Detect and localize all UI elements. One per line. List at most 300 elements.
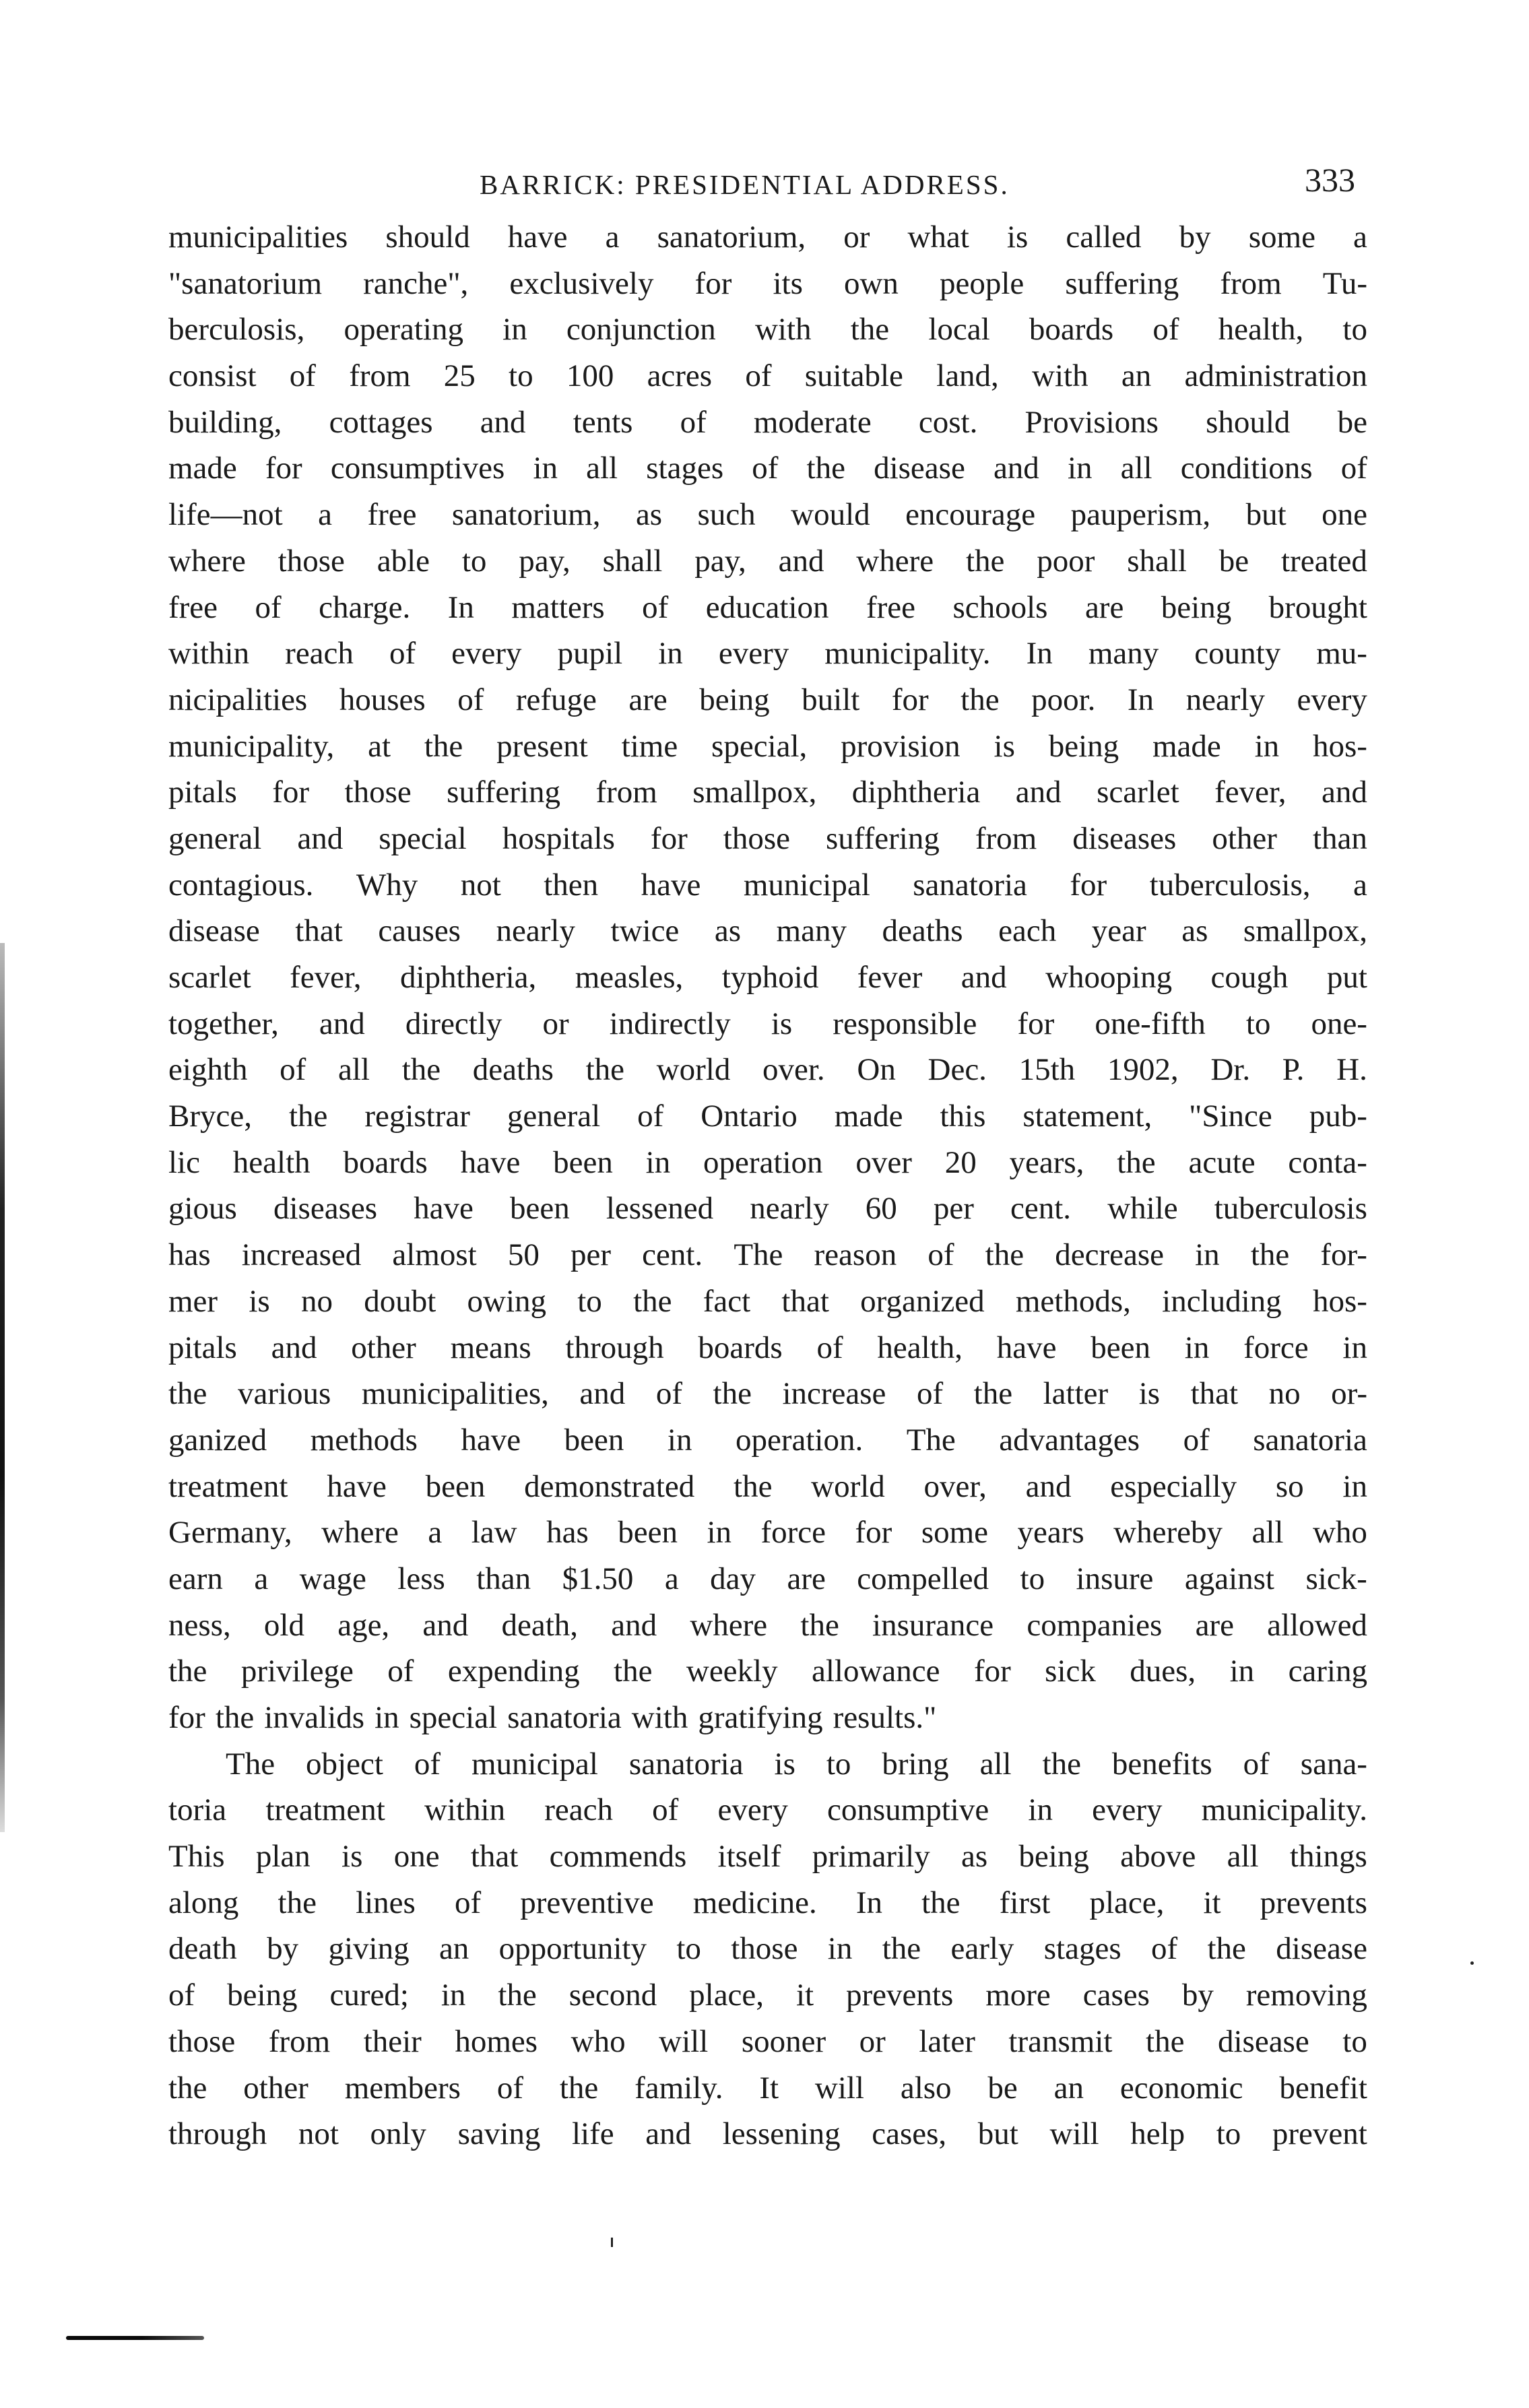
- word: deaths: [882, 913, 963, 949]
- word: weekly: [686, 1654, 778, 1689]
- word: 20: [944, 1144, 977, 1180]
- word: members: [344, 2070, 461, 2106]
- word: dues,: [1130, 1654, 1196, 1689]
- word: and: [422, 1607, 469, 1643]
- word: especially: [1110, 1468, 1237, 1504]
- text-line: [168, 1047, 1367, 1093]
- word: in: [1254, 728, 1280, 764]
- text-line: [168, 1140, 1367, 1186]
- word: things: [1289, 1839, 1367, 1875]
- word: a: [1353, 867, 1367, 903]
- word: who: [1312, 1515, 1367, 1551]
- word: a: [1353, 220, 1367, 255]
- word: means: [450, 1330, 531, 1365]
- word: the: [1042, 1746, 1081, 1782]
- word: some: [921, 1515, 989, 1551]
- word: all: [586, 451, 618, 486]
- word: other: [243, 2070, 308, 2106]
- word: world: [656, 1052, 731, 1088]
- word: later: [919, 2023, 975, 2059]
- word: been: [618, 1515, 678, 1551]
- word: or: [859, 2023, 886, 2059]
- word: opportunity: [498, 1931, 647, 1967]
- word: in: [1184, 1330, 1210, 1365]
- word: the: [1207, 1931, 1246, 1967]
- text-line: [168, 816, 1367, 862]
- word: help: [1130, 2116, 1185, 2152]
- word: disease: [1276, 1931, 1367, 1967]
- word: each: [998, 913, 1057, 949]
- word: sanatoria: [1253, 1422, 1367, 1458]
- text-line: [168, 261, 1367, 307]
- word: for: [265, 451, 302, 486]
- word: one: [393, 1839, 440, 1875]
- word: in: [667, 1422, 692, 1458]
- word: to: [676, 1931, 701, 1967]
- word: methods: [310, 1422, 418, 1458]
- word: economic: [1119, 2070, 1243, 2106]
- word: over: [855, 1144, 912, 1180]
- word: of: [928, 1237, 954, 1273]
- word: as: [1181, 913, 1208, 949]
- word: general: [168, 820, 262, 856]
- word: gious: [168, 1191, 237, 1227]
- word: Bryce,: [168, 1099, 252, 1134]
- word: 15th: [1018, 1052, 1076, 1088]
- word: of: [414, 1746, 441, 1782]
- word: Dr.: [1210, 1052, 1251, 1088]
- word: "sanatorium: [168, 265, 323, 301]
- word: not: [298, 2116, 339, 2152]
- word: to: [1245, 1006, 1271, 1041]
- word: exclusively: [509, 265, 654, 301]
- word: almost: [392, 1237, 477, 1273]
- word: of: [1183, 1422, 1210, 1458]
- word: various: [237, 1376, 331, 1412]
- word: conditions: [1180, 451, 1313, 486]
- word: have: [414, 1191, 474, 1227]
- word: measles,: [575, 960, 684, 995]
- word: of: [389, 636, 416, 672]
- word: encourage: [905, 497, 1036, 533]
- word: nearly: [1185, 682, 1265, 717]
- word: this: [940, 1099, 986, 1134]
- word: place,: [1089, 1885, 1165, 1920]
- word: but: [1245, 497, 1287, 533]
- word: the: [961, 682, 1000, 717]
- word: being: [699, 682, 770, 717]
- word: in: [502, 312, 527, 348]
- word: of: [454, 1885, 482, 1920]
- word: sanatorium,: [657, 220, 806, 255]
- word: typhoid: [721, 960, 819, 995]
- word: brought: [1268, 589, 1367, 625]
- word: of: [457, 682, 484, 717]
- word: been: [553, 1144, 613, 1180]
- word: plan: [255, 1839, 311, 1875]
- word: operating: [344, 312, 463, 348]
- word: over,: [923, 1468, 987, 1504]
- word: sick-: [1305, 1561, 1367, 1596]
- word: ganized: [168, 1422, 267, 1458]
- word: it: [1203, 1885, 1221, 1920]
- word: death: [168, 1931, 237, 1967]
- word: from: [975, 820, 1037, 856]
- word: suffering: [826, 820, 940, 856]
- word: The: [906, 1422, 956, 1458]
- word: including: [1162, 1283, 1282, 1319]
- word: mer: [168, 1283, 218, 1319]
- word: lines: [356, 1885, 416, 1920]
- word: years: [1017, 1515, 1084, 1551]
- word: benefit: [1279, 2070, 1367, 2106]
- word: the: [288, 1099, 328, 1134]
- word: where: [168, 543, 246, 579]
- word: are: [787, 1561, 826, 1596]
- word: are: [1084, 589, 1124, 625]
- text-line: [168, 492, 1367, 538]
- word: boards: [343, 1144, 428, 1180]
- word: indirectly: [609, 1006, 731, 1041]
- word: being: [1048, 728, 1119, 764]
- word: scarlet: [1097, 775, 1179, 810]
- word: compelled: [857, 1561, 989, 1596]
- word: from: [268, 2023, 331, 2059]
- word: years,: [1009, 1144, 1084, 1180]
- word: along: [168, 1885, 239, 1920]
- word: is: [341, 1839, 363, 1875]
- word: law: [471, 1515, 517, 1551]
- word: or: [843, 220, 870, 255]
- word: over.: [762, 1052, 825, 1088]
- word: made: [834, 1099, 903, 1134]
- word: tuberculosis: [1214, 1191, 1367, 1227]
- word: such: [697, 497, 756, 533]
- word: in: [441, 1978, 466, 2013]
- word: Tu-: [1322, 265, 1367, 301]
- word: contagious.: [168, 867, 314, 903]
- word: the: [633, 1283, 672, 1319]
- word: allowance: [812, 1654, 940, 1689]
- word: less: [397, 1561, 445, 1596]
- word: primarily: [812, 1839, 930, 1875]
- body-text: [168, 214, 1367, 2157]
- word: and: [1322, 775, 1367, 810]
- word: to: [509, 358, 533, 394]
- word: more: [985, 1978, 1051, 2013]
- text-line: [168, 2111, 1367, 2157]
- word: homes: [455, 2023, 538, 2059]
- word: been: [425, 1468, 486, 1504]
- word: those: [278, 543, 345, 579]
- word: prevents: [1260, 1885, 1367, 1920]
- word: cent.: [1010, 1191, 1072, 1227]
- word: insurance: [872, 1607, 994, 1643]
- text-line: [168, 1880, 1367, 1926]
- word: of: [745, 358, 772, 394]
- word: all: [1120, 451, 1152, 486]
- scan-margin-rule: [0, 943, 5, 1832]
- word: diphtheria: [851, 775, 981, 810]
- word: and: [778, 543, 824, 579]
- word: no: [1268, 1376, 1301, 1412]
- word: their: [363, 2023, 422, 2059]
- word: in: [1195, 1237, 1220, 1273]
- word: age,: [337, 1607, 390, 1643]
- word: $1.50: [562, 1561, 634, 1596]
- word: In: [447, 589, 474, 625]
- word: special,: [711, 728, 808, 764]
- word: health,: [877, 1330, 963, 1365]
- word: sanatoria: [913, 867, 1027, 903]
- word: as: [961, 1839, 988, 1875]
- word: every: [451, 636, 522, 672]
- word: not: [460, 867, 501, 903]
- word: operation: [703, 1144, 823, 1180]
- word: been: [509, 1191, 570, 1227]
- word: owing: [467, 1283, 546, 1319]
- word: where: [690, 1607, 768, 1643]
- word: made: [1152, 728, 1221, 764]
- word: would: [791, 497, 870, 533]
- word: invalids: [264, 1700, 365, 1735]
- text-line: [168, 1417, 1367, 1464]
- word: the: [168, 1376, 207, 1412]
- word: object: [306, 1746, 383, 1782]
- word: prevents: [846, 1978, 954, 2013]
- running-header: [176, 156, 1355, 203]
- word: conjunction: [566, 312, 716, 348]
- word: disease: [1217, 2023, 1309, 2059]
- word: of: [637, 1099, 664, 1134]
- word: increased: [241, 1237, 362, 1273]
- text-line: [168, 353, 1367, 399]
- word: suffering: [1065, 265, 1179, 301]
- word: expending: [447, 1654, 580, 1689]
- word: the: [882, 1931, 921, 1967]
- word: sick: [1045, 1654, 1096, 1689]
- word: operation.: [735, 1422, 864, 1458]
- word: fact: [703, 1283, 751, 1319]
- word: in: [658, 636, 683, 672]
- word: put: [1326, 960, 1367, 995]
- word: lic: [168, 1144, 200, 1180]
- word: municipal: [743, 867, 870, 903]
- word: refuge: [515, 682, 597, 717]
- text-line: [168, 2065, 1367, 2112]
- word: in: [645, 1144, 671, 1180]
- word: In: [1127, 682, 1154, 717]
- word: by: [1179, 220, 1211, 255]
- word: from: [595, 775, 657, 810]
- word: twice: [610, 913, 680, 949]
- word: of: [280, 1052, 306, 1088]
- text-line: [168, 1926, 1367, 1972]
- text-line: [168, 538, 1367, 585]
- word: 25: [443, 358, 476, 394]
- word: building,: [168, 404, 282, 440]
- word: a: [428, 1515, 443, 1551]
- word: The: [226, 1746, 275, 1782]
- word: hospitals: [502, 820, 615, 856]
- text-line: [168, 1371, 1367, 1417]
- word: own: [843, 265, 899, 301]
- word: shall: [1127, 543, 1187, 579]
- word: whereby: [1113, 1515, 1223, 1551]
- word: mu-: [1316, 636, 1367, 672]
- word: and: [611, 1607, 657, 1643]
- word: wage: [299, 1561, 366, 1596]
- word: the: [401, 1052, 441, 1088]
- scan-speck: [1470, 1961, 1474, 1965]
- text-line: [168, 2019, 1367, 2065]
- word: to: [461, 543, 487, 579]
- word: education: [705, 589, 829, 625]
- text-line: [168, 1509, 1367, 1556]
- word: the: [806, 451, 845, 486]
- text-line: [168, 1001, 1367, 1047]
- word: and: [271, 1330, 317, 1365]
- word: cured;: [329, 1978, 409, 2013]
- word: for: [1017, 1006, 1055, 1041]
- word: the: [215, 1700, 255, 1735]
- word: all: [1251, 1515, 1284, 1551]
- word: that: [470, 1839, 519, 1875]
- word: decrease: [1055, 1237, 1164, 1273]
- text-line: [168, 1695, 1367, 1741]
- word: lessening: [722, 2116, 841, 2152]
- word: special: [409, 1700, 498, 1735]
- word: Dec.: [928, 1052, 987, 1088]
- word: built: [802, 682, 860, 717]
- word: with: [631, 1700, 688, 1735]
- word: be: [1337, 404, 1367, 440]
- text-line: [168, 954, 1367, 1001]
- word: many: [1088, 636, 1159, 672]
- word: and: [1015, 775, 1062, 810]
- text-line: [168, 769, 1367, 816]
- word: pitals: [168, 1330, 237, 1365]
- word: reach: [544, 1792, 613, 1828]
- word: sanatoria: [507, 1700, 622, 1735]
- text-line: [168, 1833, 1367, 1880]
- word: death,: [501, 1607, 579, 1643]
- word: suitable: [804, 358, 903, 394]
- word: the: [559, 2070, 599, 2106]
- word: is: [1006, 220, 1029, 255]
- word: health: [232, 1144, 311, 1180]
- word: for: [168, 1700, 205, 1735]
- word: earn: [168, 1561, 223, 1596]
- word: year: [1091, 913, 1146, 949]
- word: many: [776, 913, 847, 949]
- word: a: [605, 220, 620, 255]
- text-line: [168, 630, 1367, 677]
- word: hos-: [1312, 728, 1367, 764]
- word: is: [994, 728, 1015, 764]
- word: fever,: [1214, 775, 1287, 810]
- word: the: [800, 1607, 839, 1643]
- word: nicipalities: [168, 682, 308, 717]
- word: nearly: [750, 1191, 829, 1227]
- word: of: [1243, 1746, 1270, 1782]
- word: have: [327, 1468, 387, 1504]
- word: an: [1053, 2070, 1084, 2106]
- word: every: [1092, 1792, 1163, 1828]
- word: for: [650, 820, 688, 856]
- word: municipalities: [168, 220, 348, 255]
- word: for: [973, 1654, 1011, 1689]
- word: diseases: [273, 1191, 377, 1227]
- word: municipality,: [168, 728, 335, 764]
- word: will: [1049, 2116, 1099, 2152]
- word: are: [1195, 1607, 1234, 1643]
- word: pub-: [1309, 1099, 1367, 1134]
- scan-speck: [611, 2238, 613, 2247]
- word: those: [723, 820, 790, 856]
- word: be: [987, 2070, 1018, 2106]
- word: In: [1026, 636, 1053, 672]
- word: 50: [507, 1237, 540, 1273]
- text-line: [168, 445, 1367, 492]
- word: medicine.: [692, 1885, 817, 1920]
- word: being: [1161, 589, 1232, 625]
- word: caring: [1288, 1654, 1367, 1689]
- word: other: [351, 1330, 416, 1365]
- word: from: [349, 358, 411, 394]
- word: increase: [782, 1376, 886, 1412]
- word: is: [1138, 1376, 1161, 1412]
- word: of: [652, 1792, 679, 1828]
- word: free: [367, 497, 417, 533]
- word: and: [1025, 1468, 1072, 1504]
- word: ness,: [168, 1607, 231, 1643]
- text-line: [168, 585, 1367, 631]
- word: deaths: [472, 1052, 554, 1088]
- word: every: [718, 636, 789, 672]
- text-line: [168, 306, 1367, 353]
- word: and: [961, 960, 1007, 995]
- text-line: [168, 723, 1367, 770]
- word: been: [1091, 1330, 1150, 1365]
- word: poor.: [1031, 682, 1096, 717]
- word: H.: [1336, 1052, 1367, 1088]
- word: sooner: [741, 2023, 826, 2059]
- word: of: [1150, 1931, 1178, 1967]
- word: land,: [936, 358, 999, 394]
- word: or-: [1331, 1376, 1367, 1412]
- word: but: [977, 2116, 1018, 2152]
- word: an: [1121, 358, 1152, 394]
- word: to: [1216, 2116, 1241, 2152]
- word: statement,: [1022, 1099, 1152, 1134]
- word: the: [1146, 2023, 1185, 2059]
- word: cases,: [872, 2116, 947, 2152]
- word: while: [1107, 1191, 1178, 1227]
- word: hos-: [1312, 1283, 1367, 1319]
- word: methods,: [1015, 1283, 1131, 1319]
- word: through: [565, 1330, 664, 1365]
- word: 1902,: [1107, 1052, 1179, 1088]
- word: sana-: [1300, 1746, 1367, 1782]
- word: consumptives: [330, 451, 505, 486]
- text-line: [168, 1325, 1367, 1371]
- word: general: [507, 1099, 601, 1134]
- word: then: [544, 867, 599, 903]
- word: moderate: [753, 404, 872, 440]
- word: county: [1194, 636, 1281, 672]
- word: sanatorium,: [451, 497, 601, 533]
